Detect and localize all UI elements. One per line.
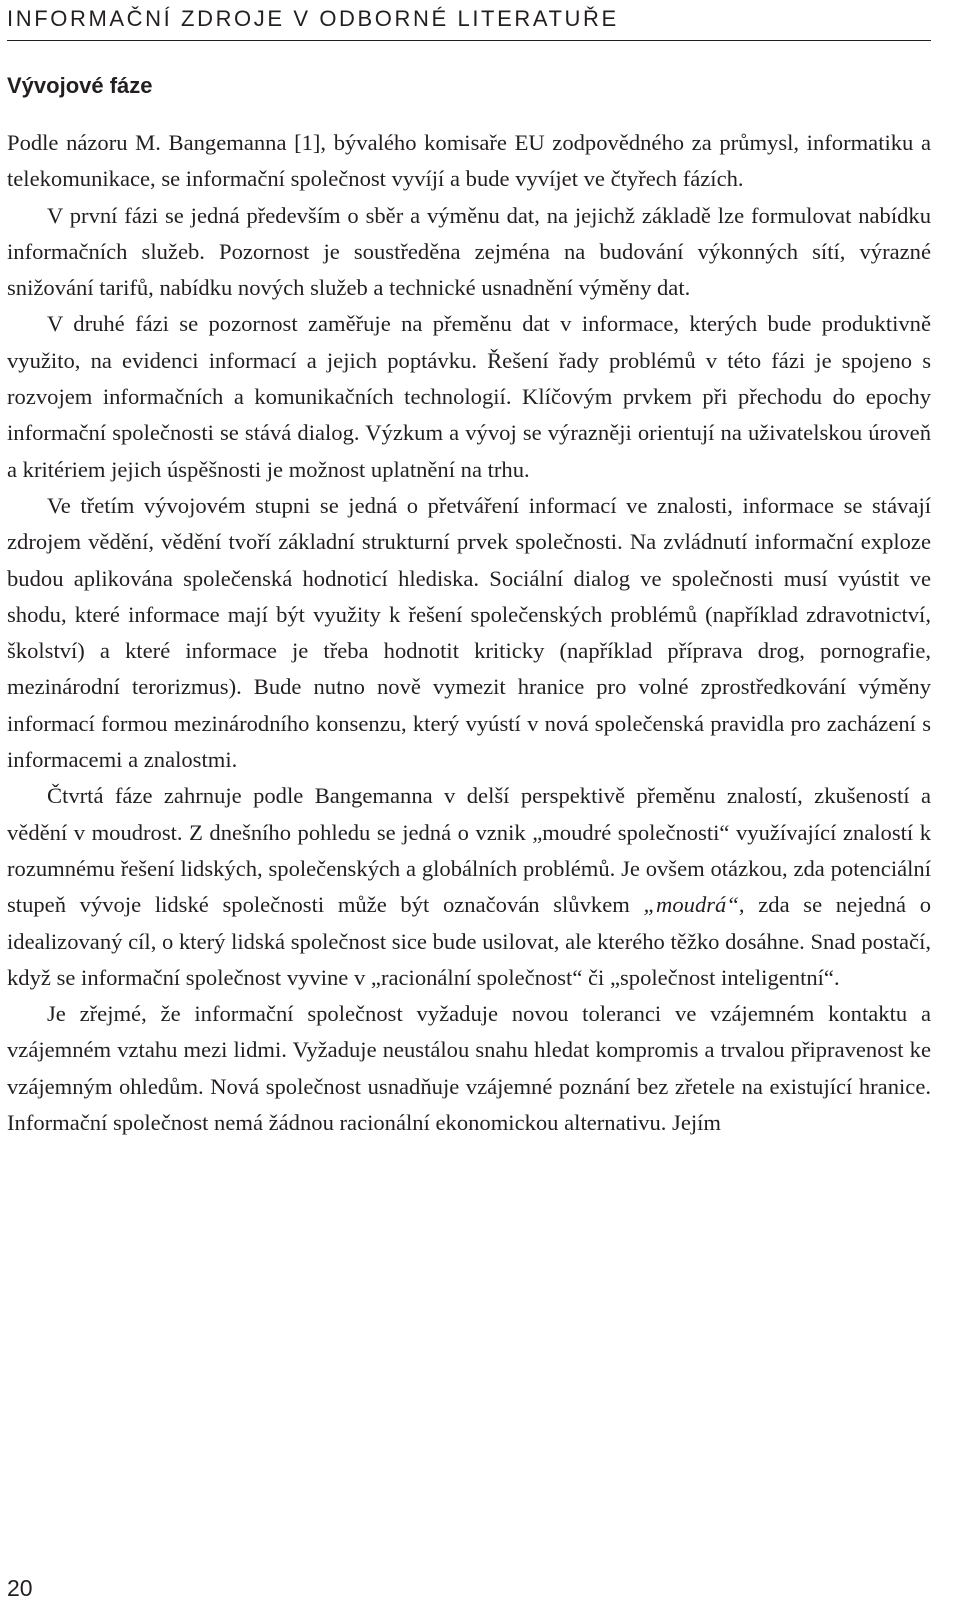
running-header: INFORMAČNÍ ZDROJE V ODBORNÉ LITERATUŘE [7, 6, 619, 31]
paragraph-fourth-phase [7, 778, 931, 996]
paragraph-third-phase: Ve třetím vývojovém stupni se jedná o přetváření informací ve znalosti, informace se stávají zdrojem vědění, vědění tvoří základní strukturní prvek společnosti. Na zvládnutí informační exploze budou aplikována společenská hodnoticí hlediska. Sociální dialog ve společnosti musí vyústit ve shodu, které informace mají být využity k řešení společenských problémů (například zdravotnictví, školství) a které informace je třeba hodnotit kriticky (například příprava drog, pornografie, mezinárodní terorizmus). Bude nutno nově vymezit hranice pro volné zprostředkování výměny informací formou mezinárodního konsenzu, který vyústí v nová společenská pravidla pro zacházení s informacemi a znalostmi. [7, 492, 931, 773]
paragraph-tolerance: Je zřejmé, že informační společnost vyžaduje novou toleranci ve vzájemném kontaktu a vzájemném vztahu mezi lidmi. Vyžaduje neustálou snahu hledat kompromis a trvalou připravenost ke vzájemným ohledům. Nová společnost usnadňuje vzájemné poznání bez zřetele na existující hranice. Informační společnost nemá žádnou racionální ekonomickou alternativu. Jejím [7, 1001, 931, 1136]
body-text [7, 125, 931, 1141]
header-divider [7, 40, 931, 41]
paragraph-intro: Podle názoru M. Bangemanna [1], bývalého komisaře EU zodpovědného za průmysl, informatiku a telekomunikace, se informační společnost vyvíjí a bude vyvíjet ve čtyřech fázích. [7, 130, 931, 192]
paragraph-second-phase: V druhé fázi se pozornost zaměřuje na přeměnu dat v informace, kterých bude produktivně využito, na evidenci informací a jejich poptávku. Řešení řady problémů v této fázi je spojeno s rozvojem informačních a komunikačních technologií. Klíčovým prvkem při přechodu do epochy informační společnosti se stává dialog. Výzkum a vývoj se výrazněji orientují na uživatelskou úroveň a kritériem jejich úspěšnosti je možnost uplatnění na trhu. [7, 311, 931, 482]
page-number: 20 [7, 1575, 33, 1601]
paragraph-fourth-text-a: Čtvrtá fáze zahrnuje podle Bangemanna v delší perspektivě přeměnu znalostí, zkušeností a vědění v moudrost. Z dnešního pohledu se jedná o vznik „moudré společnosti“ využívající znalostí k rozumnému řešení lidských, společenských a globálních problémů. Je ovšem otázkou, zda potenciální stupeň vývoje lidské společnosti může být označován slůvkem [7, 783, 931, 918]
paragraph-first-phase: V první fázi se jedná především o sběr a výměnu dat, na jejichž základě lze formulovat nabídku informačních služeb. Pozornost je soustředěna zejména na budování výkonných sítí, výrazné snižování tarifů, nabídku nových služeb a technické usnadnění výměny dat. [7, 202, 931, 301]
italic-term-moudra: „moudrá“ [643, 892, 739, 918]
paragraph-fourth-text-b: , zda se nejedná o idealizovaný cíl, o který lidská společnost sice bude usilovat, ale kterého těžko dosáhne. Snad postačí, když se informační společnost vyvine v „racionální společnost“ či „společnost inteligentní“. [7, 892, 931, 990]
section-heading: Vývojové fáze [7, 73, 153, 98]
